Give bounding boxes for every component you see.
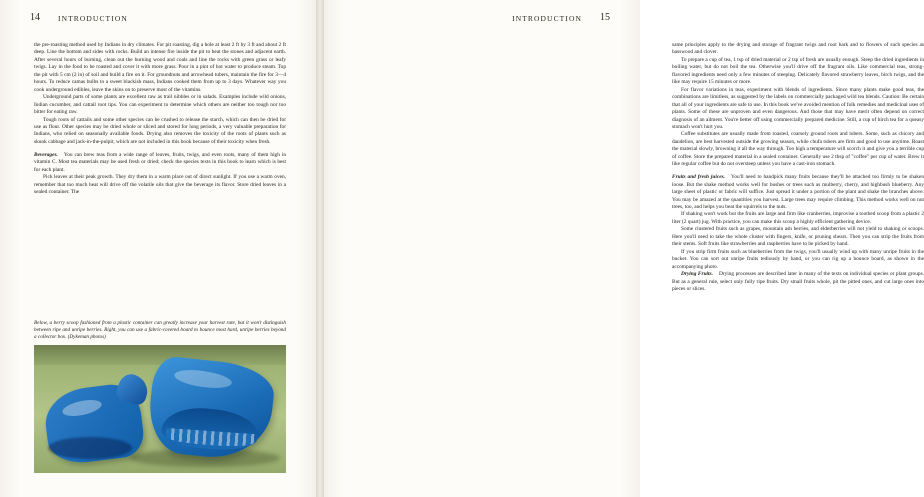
left-column-text <box>34 42 286 197</box>
photo-caption: Below, a berry scoop fashioned from a plastic container can greatly increase your harvest rate, but it won't distinguish between ripe and unripe berries. Right, you can use a fabric-covered board to bounce most hard, unripe berries beyond a collector box. (Dykeman photos) <box>34 320 286 341</box>
running-head-right: INTRODUCTION <box>512 14 582 23</box>
beverages-paragraph <box>34 152 286 174</box>
page-number-right: 15 <box>600 12 610 23</box>
paragraph: Underground parts of some plants are excellent raw as trail nibbles or in salads. Examples include wild onions, Indian cucumber, and cattail root tips. You can experiment to determine which others are neither too tough nor too bitter for eating raw. <box>34 94 286 116</box>
right-page <box>320 0 924 497</box>
running-head-left: INTRODUCTION <box>58 14 128 23</box>
paragraph: Tough roots of cattails and some other species can be crushed to release the starch, which can then be dried for use as flour. Other species may be dried whole or sliced and stored for long periods, a very valuable preparation for Indians, who relied on seasonally available foods. Drying also removes the toxicity of the roots of plants such as skunk cabbage and jack-in-the-pulpit, which are not included in this book because of their toxicity when fresh. <box>34 116 286 145</box>
fruits-heading: Fruits and fresh juices. <box>672 174 725 181</box>
drying-heading: Drying Fruits. <box>681 271 713 278</box>
page-number-left: 14 <box>30 12 40 23</box>
berry-scoop-photograph <box>34 345 286 473</box>
beverages-text: You can brew teas from a wide range of leaves, fruits, twigs, and even roots, many of them high in vitamin C. Most tea materials may be used fresh or dried; check the species texts in this book to learn which is best for each plant. <box>34 151 286 173</box>
fruits-paragraph <box>672 174 924 211</box>
left-page <box>0 0 320 497</box>
beverages-heading: Beverages. <box>34 151 58 158</box>
photo-block <box>34 320 286 473</box>
paragraph: If shaking won't work but the fruits are large and firm like cranberries, improvise a toothed scoop from a plastic 2 liter (2 quart) jug. With practice, you can make this scoop a highly efficient gathering device. <box>672 211 924 225</box>
paragraph: Pick leaves at their peak growth. They dry them in a warm place out of direct sunlight. If you use a warm oven, remember that too much heat will drive off the volatile oils that give the beverage its flavor. Store dried leaves in a sealed container. The <box>34 174 286 196</box>
paragraph: To prepare a cup of tea, 1 tsp of dried material or 2 tsp of fresh are usually enough. Steep the dried ingredients in boiling water, but do not boil the tea. Otherwise you'll drive off the fragrant oils. Like commercial teas, strong-flavored ingredients need only a few minutes of steeping. Delicately flavored strawberry leaves, birch twigs, and the like may require 15 minutes or more. <box>672 56 924 86</box>
paragraph: For flavor variations in teas, experiment with blends of ingredients. Since many plants make good teas, the combinations are limitless, as suggested by the labels on commercially packaged wild tea blends. Caution: Be certain that all of your ingredients are safe to use. In this book we've avoided mention of folk remedies and medicinal uses of plants. Some of these are unproven and even dangerous. And those that may have merit often depend on correct diagnosis of an ailment. You're better off using commercially prepared medicine. Still, a cup of birch tea for a queasy stomach won't hurt you. <box>672 86 924 130</box>
paragraph: Coffee substitutes are usually made from roasted, coarsely ground roots and tubers. Some, such as chicory and dandelion, are best harvested outside the growing season, while chufa tubers are firm and good to use anytime. Roast the material slowly, browning it all the way through. Too high a temperature will scorch it and give you a terrible cup of coffee. Store the prepared material in a sealed container. Generally use 2 tbsp of "coffee" per cup of water. Brew it like regular coffee but do not oversteep unless you have a cast-iron stomach. <box>672 131 924 168</box>
right-column-text <box>672 42 924 293</box>
drying-text: Drying processes are described later in many of the texts on individual species or plant groups. But as a general rule, select only fully ripe fruits. Dry small fruits whole, pit the pitted ones, and cut large ones into pieces or slices. <box>672 271 924 292</box>
paragraph: the pre-roasting method used by Indians in dry climates. For pit roasting, dig a hole at least 2 ft by 3 ft and about 2 ft deep. Line the bottom and sides with rocks. Build an intense fire inside the pit to heat the stones and adjacent earth. After several hours of burning, clean out the burning wood and coals and line the rocks with green grass or leafy twigs. Lay in the food to be roasted and cover it with more grass. Pour in a pint of hot water to produce steam. Top the pit with 5 cm (2 in) of soil and build a fire on it. For groundnuts and arrowhead tubers, maintain the fire for 3—4 hours. To reduce camas bulbs to a sweet blackish mass, Indians cooked them from up to 3 days. Whatever way you cook underground edibles, leave the skins on to preserve most of the vitamins. <box>34 42 286 93</box>
paragraph: If you strip firm fruits such as blueberries from the twigs, you'll usually wind up with many unripe fruits in the bucket. You can sort out unripe fruits tediously by hand, or you can rig up a bounce board, as shown in the accompanying photo. <box>672 248 924 270</box>
drying-paragraph <box>672 271 924 293</box>
fruits-text: You'll need to handpick many fruits because they'll be attached too firmly to be shaken loose. But the shake method works well for bushes or trees such as mulberry, cherry, and highbush blueberry. Any large sheet of plastic or fabric will suffice. Just spread it under a portion of the plant and shake the branches above. You may be amazed at the quantities you harvest. Large trees may require climbing. This method works well on nut trees, too, and helps you beat the squirrels to the nuts. <box>672 174 924 211</box>
page-gutter <box>316 0 324 497</box>
paragraph: Some clustered fruits such as grapes, mountain ash berries, and elderberries will not yield to shaking or scoops. Here you'll need to take the whole cluster with fingers, knife, or pruning shears. Then you can strip the fruits from their stems. Soft fruits like strawberries and raspberries have to be picked by hand. <box>672 226 924 248</box>
paragraph: same principles apply to the drying and storage of fragrant twigs and root bark and to flowers of such species as basswood and clover. <box>672 42 924 56</box>
